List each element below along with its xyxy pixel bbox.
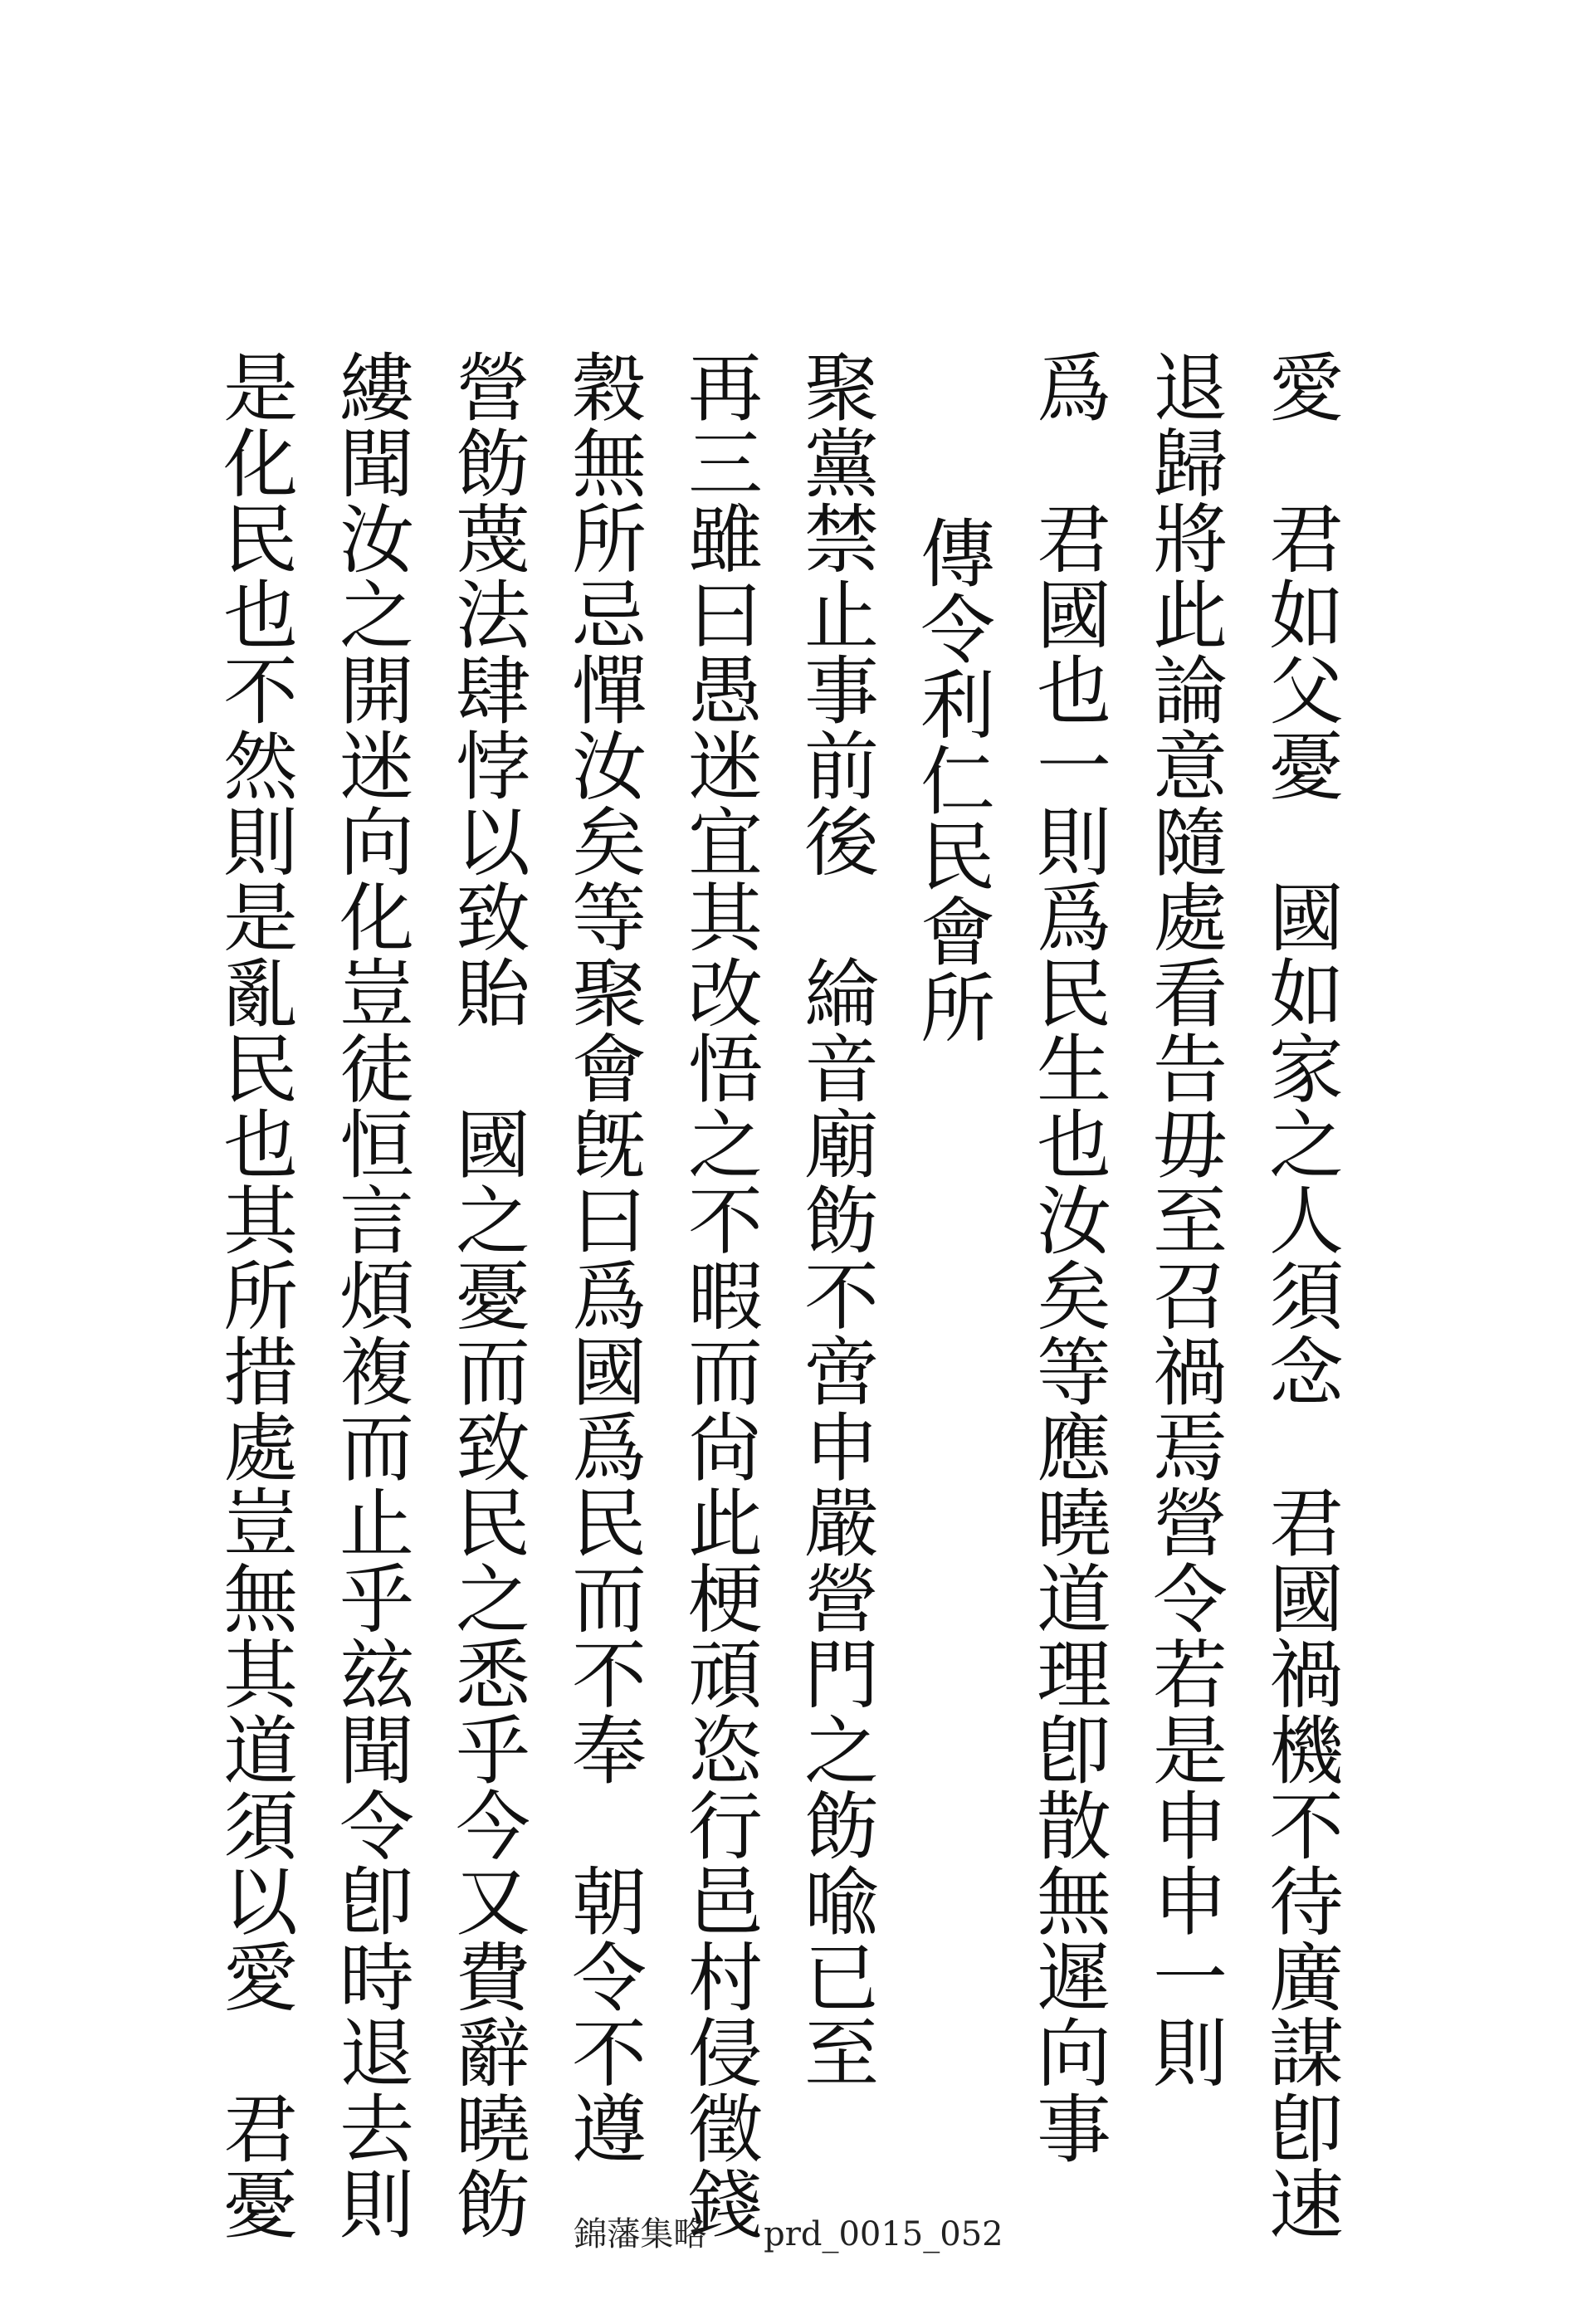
text-column-1: 愛 君如父憂 國如家之人須念 君國禍機不待廣謀卽速 xyxy=(1256,349,1343,2241)
text-column-4-heading: 傳令利仁民會所 xyxy=(907,515,994,1045)
text-column-6: 再三雖曰愚迷宜其改悟之不暇而尙此梗頑恣行邑村侵徵錢 xyxy=(675,349,762,2241)
page-footer xyxy=(0,2208,1577,2255)
text-column-7: 穀無所忌憚汝矣等聚會旣曰爲國爲民而不奉 朝令不遵 xyxy=(559,349,646,2165)
text-column-8: 營飭蔑法肆悖以致貽 國之憂而致民之悉乎今又費辭曉飭 xyxy=(442,349,530,2241)
text-column-9: 縷聞汝之開迷向化豈徒恒言煩複而止乎玆聞令卽時退去則 xyxy=(326,349,413,2241)
text-column-2: 退歸將此論意隨處看告毋至召禍焉營令若是申申一則 xyxy=(1140,349,1227,2090)
footer-page-id: prd_0015_052 xyxy=(764,2215,1003,2253)
text-column-5: 聚黨禁止事前後 綸音廟飭不啻申嚴營門之飭喩已至 xyxy=(791,349,878,2090)
text-column-10: 是化民也不然則是亂民也其所措處豈無其道須以愛 君憂 xyxy=(210,349,297,2241)
text-column-3: 爲 君國也一則爲民生也汝矣等應曉道理卽散無遲向事 xyxy=(1023,349,1111,2165)
footer-book-title: 錦藩集略 xyxy=(574,2215,707,2253)
